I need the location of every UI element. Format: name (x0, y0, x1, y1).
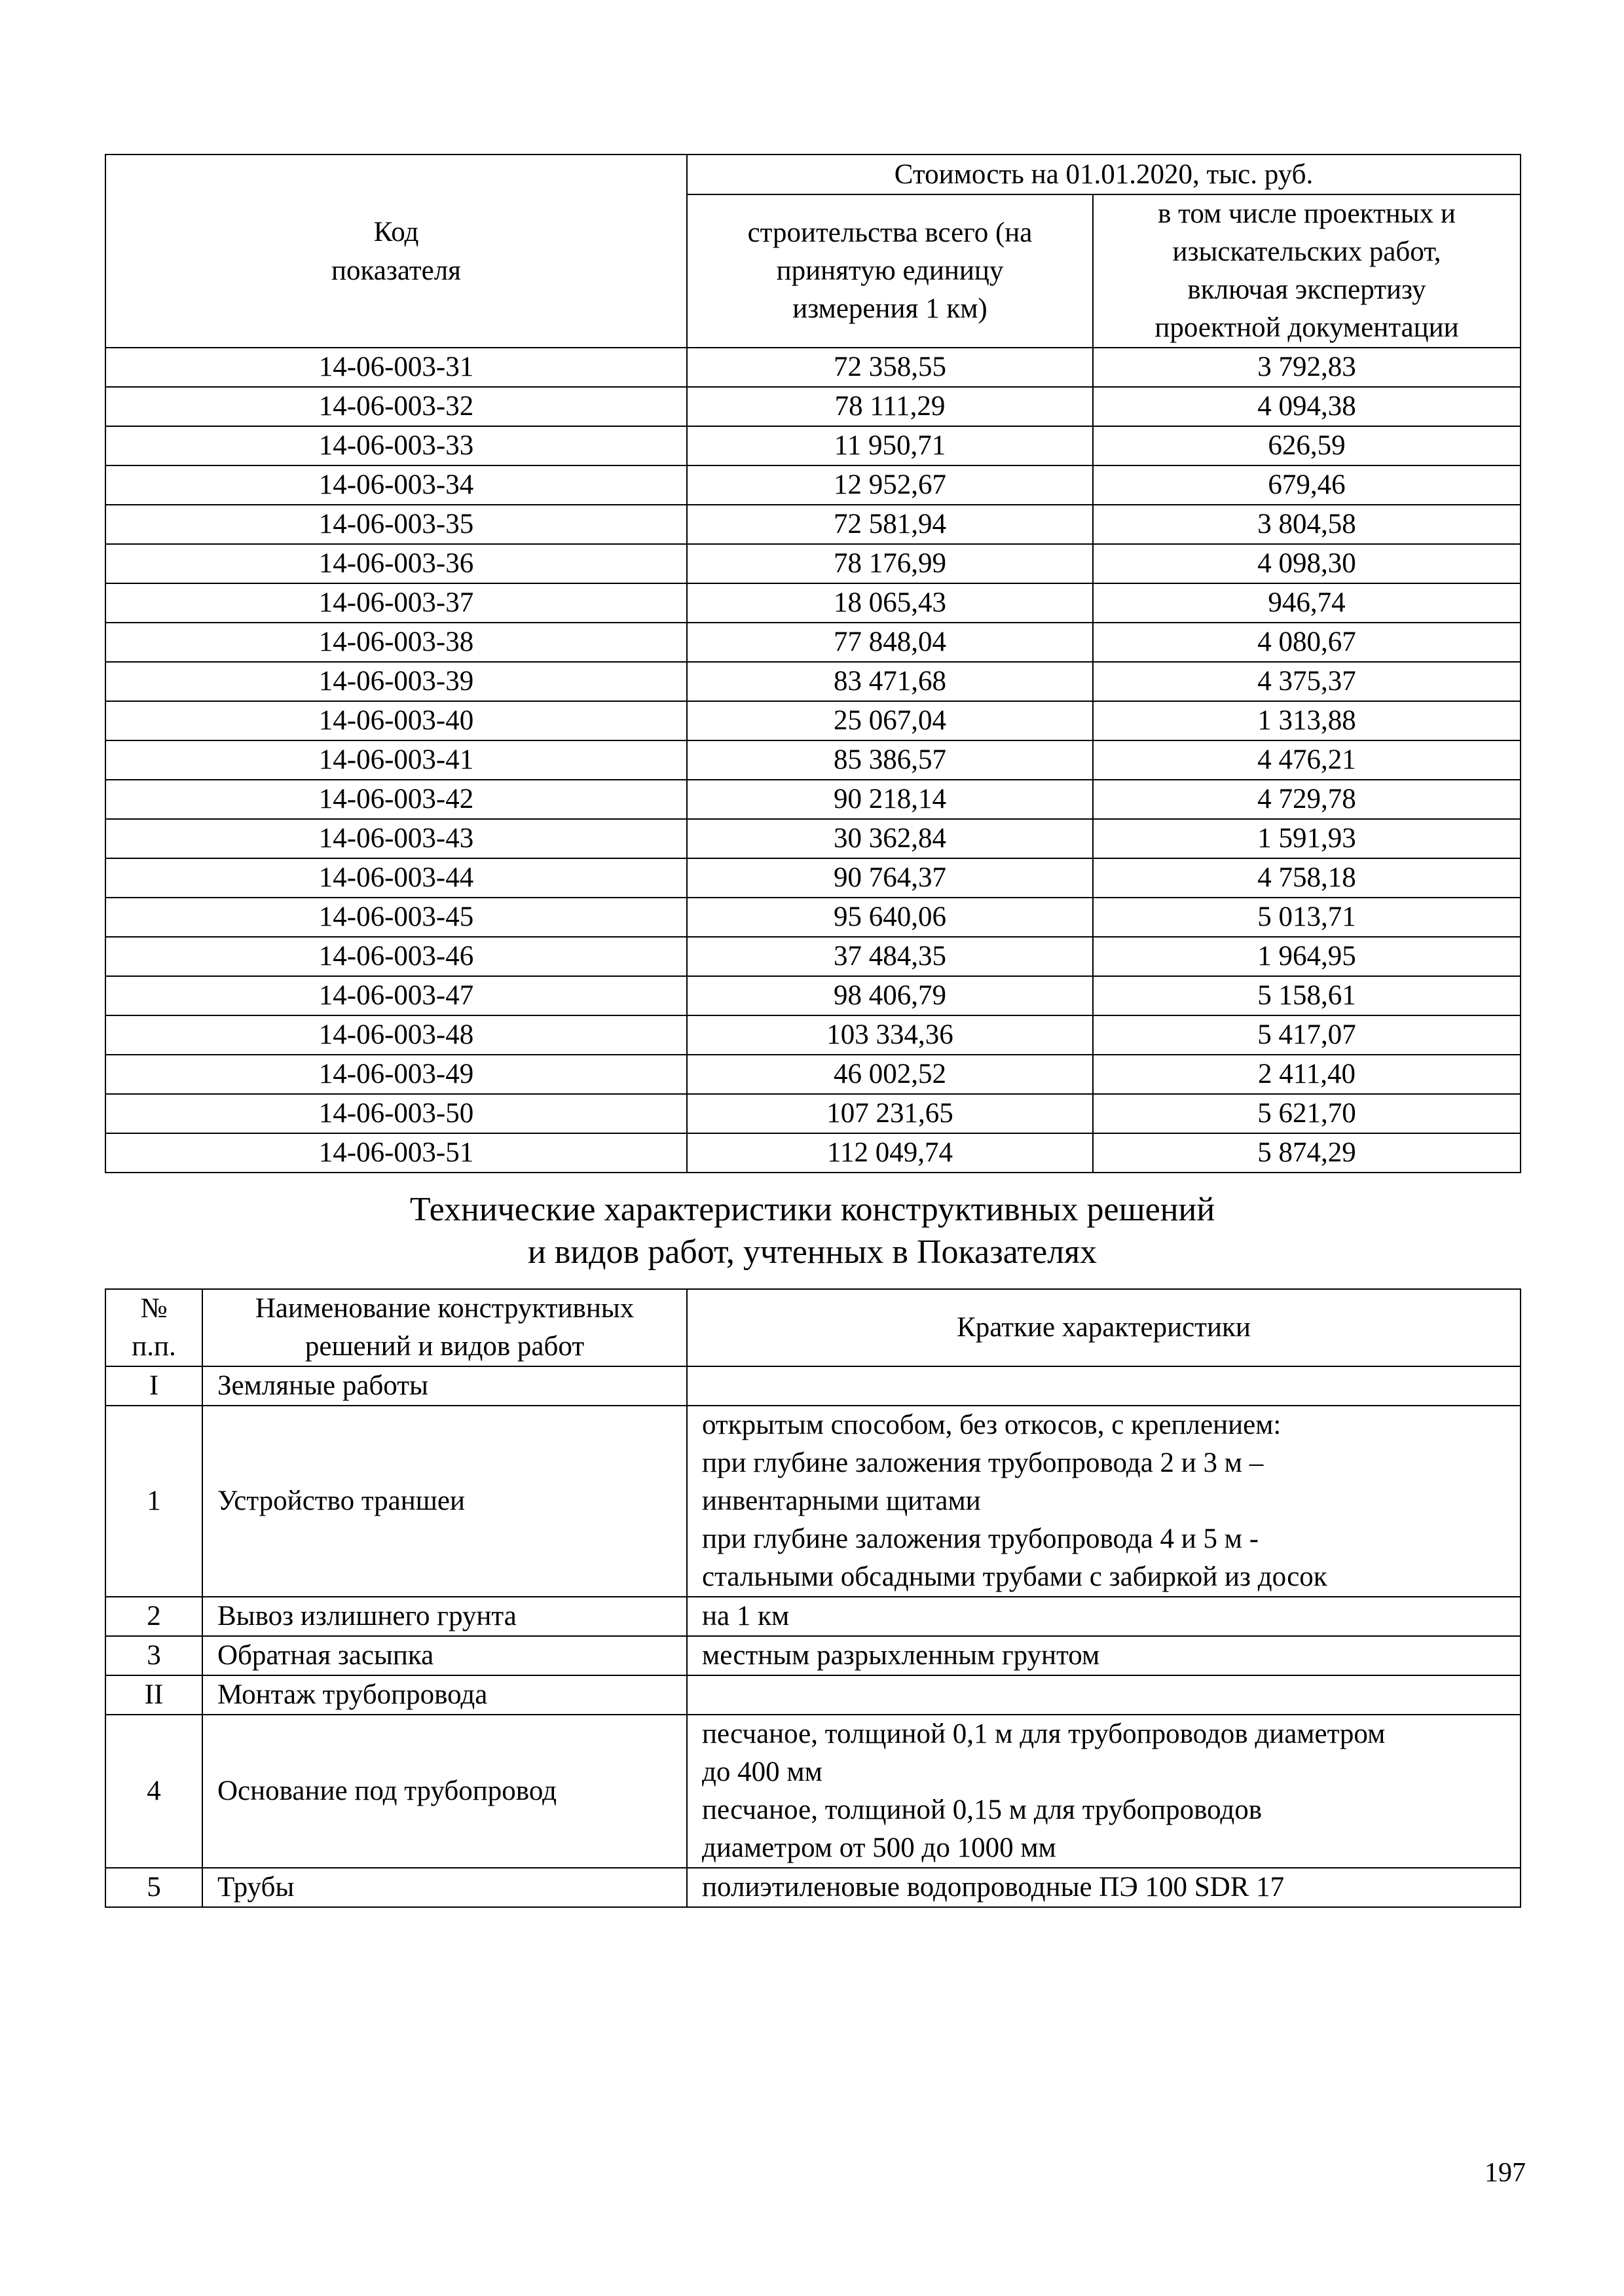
table-row (105, 1366, 1521, 1406)
name-column-header: Наименование конструктивных решений и видов работ (202, 1289, 687, 1366)
total-cost-cell: 78 176,99 (687, 544, 1093, 583)
table-row (105, 898, 1521, 937)
table-row (105, 583, 1521, 623)
total-cost-cell: 98 406,79 (687, 976, 1093, 1015)
item-description-cell (687, 1406, 1521, 1597)
page-number: 197 (1485, 2158, 1526, 2188)
code-cell: 14-06-003-37 (105, 583, 687, 623)
design-cost-cell: 4 476,21 (1093, 740, 1521, 780)
cost-table (105, 154, 1521, 1173)
code-cell: 14-06-003-41 (105, 740, 687, 780)
code-cell: 14-06-003-38 (105, 623, 687, 662)
section-title-line-1: Технические характеристики конструктивных решений (409, 1191, 1215, 1228)
total-cost-cell: 78 111,29 (687, 387, 1093, 426)
table-row (105, 976, 1521, 1015)
design-cost-cell: 5 417,07 (1093, 1015, 1521, 1055)
design-cost-cell: 946,74 (1093, 583, 1521, 623)
code-cell: 14-06-003-47 (105, 976, 687, 1015)
total-cost-cell: 46 002,52 (687, 1055, 1093, 1094)
item-number-cell: 2 (105, 1597, 202, 1636)
table-row (105, 1715, 1521, 1868)
table-row (105, 819, 1521, 858)
design-cost-cell: 626,59 (1093, 426, 1521, 465)
total-cost-cell: 30 362,84 (687, 819, 1093, 858)
code-cell: 14-06-003-40 (105, 701, 687, 740)
number-column-header: № п.п. (105, 1289, 202, 1366)
total-cost-cell: 103 334,36 (687, 1015, 1093, 1055)
design-cost-cell: 679,46 (1093, 465, 1521, 505)
table-row (105, 1675, 1521, 1715)
total-cost-cell: 107 231,65 (687, 1094, 1093, 1133)
design-cost-cell: 4 080,67 (1093, 623, 1521, 662)
code-column-header: Код показателя (105, 155, 687, 348)
total-cost-cell: 11 950,71 (687, 426, 1093, 465)
description-line: до 400 мм (702, 1757, 822, 1787)
item-name-cell: Земляные работы (202, 1366, 687, 1406)
code-cell: 14-06-003-44 (105, 858, 687, 898)
design-cost-cell: 5 158,61 (1093, 976, 1521, 1015)
design-cost-cell: 4 094,38 (1093, 387, 1521, 426)
item-name-cell: Обратная засыпка (202, 1636, 687, 1675)
total-cost-cell: 83 471,68 (687, 662, 1093, 701)
total-cost-cell: 72 581,94 (687, 505, 1093, 544)
design-cost-cell: 5 013,71 (1093, 898, 1521, 937)
description-line: инвентарными щитами (702, 1485, 981, 1516)
total-cost-cell: 90 764,37 (687, 858, 1093, 898)
code-cell: 14-06-003-43 (105, 819, 687, 858)
item-name-cell: Вывоз излишнего грунта (202, 1597, 687, 1636)
design-cost-cell: 1 591,93 (1093, 819, 1521, 858)
item-number-cell: 5 (105, 1868, 202, 1907)
item-description-cell (687, 1675, 1521, 1715)
description-line: стальными обсадными трубами с забиркой из досок (702, 1561, 1327, 1592)
item-number-cell: 1 (105, 1406, 202, 1597)
table-row (105, 740, 1521, 780)
item-description-cell (687, 1636, 1521, 1675)
description-line: диаметром от 500 до 1000 мм (702, 1832, 1056, 1863)
table-row (105, 858, 1521, 898)
total-cost-cell: 12 952,67 (687, 465, 1093, 505)
table-row (105, 623, 1521, 662)
table-row (105, 1015, 1521, 1055)
section-title-line-2: и видов работ, учтенных в Показателях (527, 1233, 1098, 1271)
description-line: при глубине заложения трубопровода 4 и 5 м - (702, 1523, 1259, 1554)
description-line: полиэтиленовые водопроводные ПЭ 100 SDR 17 (702, 1872, 1285, 1903)
item-number-cell: II (105, 1675, 202, 1715)
code-cell: 14-06-003-46 (105, 937, 687, 976)
total-cost-cell: 37 484,35 (687, 937, 1093, 976)
item-name-cell: Устройство траншеи (202, 1406, 687, 1597)
cost-table-body (105, 348, 1521, 1173)
table-row (105, 937, 1521, 976)
item-number-cell: 4 (105, 1715, 202, 1868)
table-row (105, 662, 1521, 701)
item-name-cell: Монтаж трубопровода (202, 1675, 687, 1715)
design-cost-cell: 4 375,37 (1093, 662, 1521, 701)
code-cell: 14-06-003-49 (105, 1055, 687, 1094)
code-cell: 14-06-003-50 (105, 1094, 687, 1133)
table-row (105, 1406, 1521, 1597)
code-cell: 14-06-003-34 (105, 465, 687, 505)
code-cell: 14-06-003-31 (105, 348, 687, 387)
item-number-cell: I (105, 1366, 202, 1406)
code-cell: 14-06-003-51 (105, 1133, 687, 1173)
code-cell: 14-06-003-35 (105, 505, 687, 544)
design-cost-cell: 5 621,70 (1093, 1094, 1521, 1133)
section-title (105, 1188, 1520, 1273)
design-cost-cell: 3 804,58 (1093, 505, 1521, 544)
table-row (105, 426, 1521, 465)
total-cost-cell: 95 640,06 (687, 898, 1093, 937)
spec-table-body (105, 1366, 1521, 1907)
total-cost-cell: 90 218,14 (687, 780, 1093, 819)
design-cost-cell: 1 964,95 (1093, 937, 1521, 976)
table-row (105, 1055, 1521, 1094)
item-description-cell (687, 1366, 1521, 1406)
design-cost-cell: 3 792,83 (1093, 348, 1521, 387)
total-cost-column-header: строительства всего (на принятую единицу измерения 1 км) (687, 194, 1093, 348)
cost-group-header: Стоимость на 01.01.2020, тыс. руб. (687, 155, 1521, 194)
table-row (105, 1868, 1521, 1907)
description-line: песчаное, толщиной 0,15 м для трубопроводов (702, 1795, 1263, 1825)
design-cost-cell: 4 098,30 (1093, 544, 1521, 583)
description-line: на 1 км (702, 1601, 790, 1631)
table-row (105, 505, 1521, 544)
total-cost-cell: 77 848,04 (687, 623, 1093, 662)
table-row (105, 348, 1521, 387)
item-description-cell (687, 1597, 1521, 1636)
table-row (105, 1133, 1521, 1173)
item-name-cell: Основание под трубопровод (202, 1715, 687, 1868)
code-cell: 14-06-003-45 (105, 898, 687, 937)
description-line: песчаное, толщиной 0,1 м для трубопроводов диаметром (702, 1719, 1386, 1749)
table-row (105, 701, 1521, 740)
total-cost-cell: 112 049,74 (687, 1133, 1093, 1173)
design-cost-cell: 4 729,78 (1093, 780, 1521, 819)
code-cell: 14-06-003-33 (105, 426, 687, 465)
description-line: местным разрыхленным грунтом (702, 1640, 1100, 1671)
description-column-header: Краткие характеристики (687, 1289, 1521, 1366)
total-cost-cell: 25 067,04 (687, 701, 1093, 740)
total-cost-cell: 85 386,57 (687, 740, 1093, 780)
table-row (105, 1094, 1521, 1133)
design-cost-cell: 4 758,18 (1093, 858, 1521, 898)
code-cell: 14-06-003-32 (105, 387, 687, 426)
table-row (105, 465, 1521, 505)
table-row (105, 544, 1521, 583)
code-cell: 14-06-003-48 (105, 1015, 687, 1055)
table-row (105, 1597, 1521, 1636)
total-cost-cell: 18 065,43 (687, 583, 1093, 623)
code-cell: 14-06-003-39 (105, 662, 687, 701)
spec-table (105, 1288, 1521, 1908)
code-cell: 14-06-003-42 (105, 780, 687, 819)
item-number-cell: 3 (105, 1636, 202, 1675)
design-cost-cell: 1 313,88 (1093, 701, 1521, 740)
table-row (105, 387, 1521, 426)
table-row (105, 780, 1521, 819)
design-cost-cell: 5 874,29 (1093, 1133, 1521, 1173)
total-cost-cell: 72 358,55 (687, 348, 1093, 387)
design-cost-column-header: в том числе проектных и изыскательских работ, включая экспертизу проектной документации (1093, 194, 1521, 348)
description-line: при глубине заложения трубопровода 2 и 3 м – (702, 1448, 1264, 1478)
table-row (105, 1636, 1521, 1675)
item-description-cell (687, 1868, 1521, 1907)
item-name-cell: Трубы (202, 1868, 687, 1907)
code-cell: 14-06-003-36 (105, 544, 687, 583)
description-line: открытым способом, без откосов, с креплением: (702, 1410, 1282, 1440)
design-cost-cell: 2 411,40 (1093, 1055, 1521, 1094)
item-description-cell (687, 1715, 1521, 1868)
